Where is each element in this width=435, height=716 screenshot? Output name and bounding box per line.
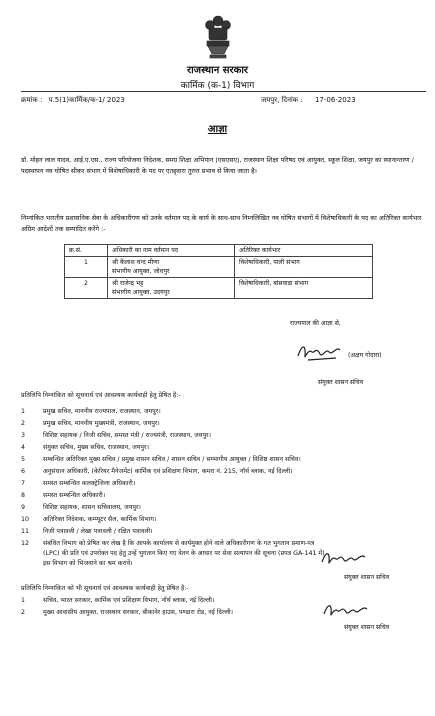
list-item: 2 प्रमुख सचिव, माननीय मुख्यमंत्री, राजस्थान, जयपुर। xyxy=(21,420,160,427)
list-item: 5 सम्बन्धित अतिरिक्त मुख्य सचिव / प्रमुख शासन सचिव / शासन सचिव / सम्भागीय आयुक्त / विशिष्ठ शासन सचिव। xyxy=(21,456,301,463)
list-item: 2 मुख्य आवासीय आयुक्त, राजस्थान सरकार, बीकानेर हाउस, पण्डारा रोड, नई दिल्ली। xyxy=(21,609,233,616)
officer-name: श्री कैलाश चन्द मीणा xyxy=(112,259,160,266)
table-cell-charge: विशेषाधिकारी, पाली संभाग xyxy=(235,257,373,278)
copy-intro: प्रतिलिपि निम्नांकित को सूचनार्थ एवं आवश्यक कार्यवाही हेतु प्रेषित है:- xyxy=(21,392,181,399)
list-item: 9 विशिष्ट सहायक, शासन सचिवालय, जयपुर। xyxy=(21,504,141,511)
list-item: 4 संयुक्त सचिव, मुख्य सचिव, राजस्थान, जयपुर। xyxy=(21,444,149,451)
by-order-text: राज्यपाल की आज्ञा से, xyxy=(290,320,341,327)
table-header-cell: अतिरिक्त कार्यभार xyxy=(235,245,373,257)
list-item: 7 समस्त सम्बन्धित कलक्ट्रेजिला अधिकारी। xyxy=(21,480,136,487)
table-cell-sn: 2 xyxy=(65,278,108,299)
signatory-designation: संयुक्त शासन सचिव xyxy=(318,379,364,386)
table-cell-officer xyxy=(108,257,235,278)
table-cell-sn: 1 xyxy=(65,257,108,278)
table-header-cell: क्र.सं. xyxy=(65,245,108,257)
department-name: कार्मिक (क-1) विभाग xyxy=(180,81,255,91)
officer-post: संभागीय आयुक्त, उदयपुर xyxy=(112,289,170,296)
table-row xyxy=(65,278,373,299)
copy-intro: प्रतिलिपि निम्नांकित को भी सूचनार्थ एवं आवश्यक कार्यवाही हेतु प्रेषित है:- xyxy=(21,585,189,592)
ref-number: प.5(1)कार्मिक/क-1/ 2023 xyxy=(48,96,125,104)
list-item: 12 संबंधित विभाग को प्रेषित कर लेख है कि आपके कार्यालय से कार्यमुक्त होने वाले अधिकारीगण के गत भुगतान प्रमाण-पत्र (LPC) की प्रति एवं उपरोक्त पद हेतु उन्हें भुगतान किए गए वेतन के आधार पर सेवा सत्यापन की सूचना (प्रपत्र GA-141 में) इस विभाग को भिजवाने का श्रम करावें। xyxy=(21,539,426,569)
table-cell-charge: विशेषाधिकारी, बांसवाडा संभाग xyxy=(235,278,373,299)
signatory-designation: संयुक्त शासन सचिव xyxy=(344,574,390,581)
officer-post: संभागीय आयुक्त, जोधपुर xyxy=(112,268,170,275)
copy-list-1 xyxy=(21,391,426,569)
handwritten-signature-icon xyxy=(320,548,368,570)
list-item: 8 समस्त सम्बन्धित अधिकारी। xyxy=(21,492,106,499)
state-emblem-icon xyxy=(202,12,234,60)
list-item: 1 सचिव, भारत सरकार, कार्मिक एवं प्रशिक्षण विभाग, नॉर्थ ब्लाक, नई दिल्ली। xyxy=(21,597,215,604)
table-header-row xyxy=(65,245,373,257)
order-paragraph-1: डॉ. मोहन लाल यादव, आई.ए.एस., राज्य परियोजना निदेशक, समग्र शिक्षा अभियान (एसएसए), राजस्थान शिक्षा परिषद एवं आयुक्त, स्कूल शिक्षा, जयपुर का स्थानान्तरण / पदस्थापन नव घोषित सीकर संभाग में विशेषाधिकारी के पद पर एतद्द्वारा तुरन्त प्रभाव से किया जाता है। xyxy=(21,156,414,175)
list-item-line: संबंधित विभाग को प्रेषित कर लेख है कि आपके कार्यालय से कार्यमुक्त होने वाले अधिकारीगण के गत भुगतान प्रमाण-पत्र xyxy=(43,540,315,547)
order-title: आज्ञा xyxy=(207,124,228,135)
order-paragraph-2: निम्नांकित भारतीय प्रशासनिक सेवा के अधिकारीगण को उनके वर्तमान पद के कार्य के साथ-साथ निम्नलिखित नव घोषित संभागों में विशेषाधिकारी के पद का अतिरिक्त कार्यभार अग्रिम आदेशों तक सम्पादित करेंगे :- xyxy=(21,214,422,233)
reference-row xyxy=(21,96,426,105)
list-item: 10 अतिरिक्त निदेशक, कम्प्यूटर सैल, कार्मिक विभाग। xyxy=(21,516,157,523)
table-cell-officer xyxy=(108,278,235,299)
signatory-name: (अक्षय गोदारा) xyxy=(348,352,382,359)
officer-name: श्री राजेन्द्र भट्ट xyxy=(112,280,144,287)
place-date-label: जयपुर, दिनांक : xyxy=(261,96,303,104)
table-row xyxy=(65,257,373,278)
officers-table xyxy=(64,244,373,299)
list-item-line: इस विभाग को भिजवाने का श्रम करावें। xyxy=(43,560,133,567)
handwritten-signature-icon xyxy=(296,340,346,364)
handwritten-signature-icon xyxy=(322,600,370,622)
list-item: 6 अनुसंधान अधिकारी, (केरियर मैनेजमेंट) कार्मिक एवं प्रशिक्षण विभाग, कमरा नं. 215, नॉर्थ ब्लाक, नई दिल्ली। xyxy=(21,468,293,475)
list-item: 3 विशिष्ट सहायक / निजी सचिव, समस्त मंत्री / राज्यमंत्री, राजस्थान, जयपुर। xyxy=(21,432,212,439)
list-item: 11 निजी पत्रावली / लेखा पत्रावली / रक्षित पत्रावली। xyxy=(21,528,153,535)
org-name: राजस्थान सरकार xyxy=(186,65,248,76)
list-item-line: (LPC) की प्रति एवं उपरोक्त पद हेतु उन्हें भुगतान किए गए वेतन के आधार पर सेवा सत्यापन की सूचना (प्रपत्र GA-141 में) xyxy=(43,550,325,557)
table-header-cell: अधिकारी का नाम वर्तमान पद xyxy=(108,245,235,257)
list-item: 1 प्रमुख सचिव, माननीय राज्यपाल, राजस्थान, जयपुर। xyxy=(21,408,161,415)
issue-date: 17-06-2023 xyxy=(314,96,356,104)
header-divider xyxy=(21,91,426,92)
signatory-designation: संयुक्त शासन सचिव xyxy=(344,624,390,631)
ref-label: क्रमांक : xyxy=(21,96,43,104)
